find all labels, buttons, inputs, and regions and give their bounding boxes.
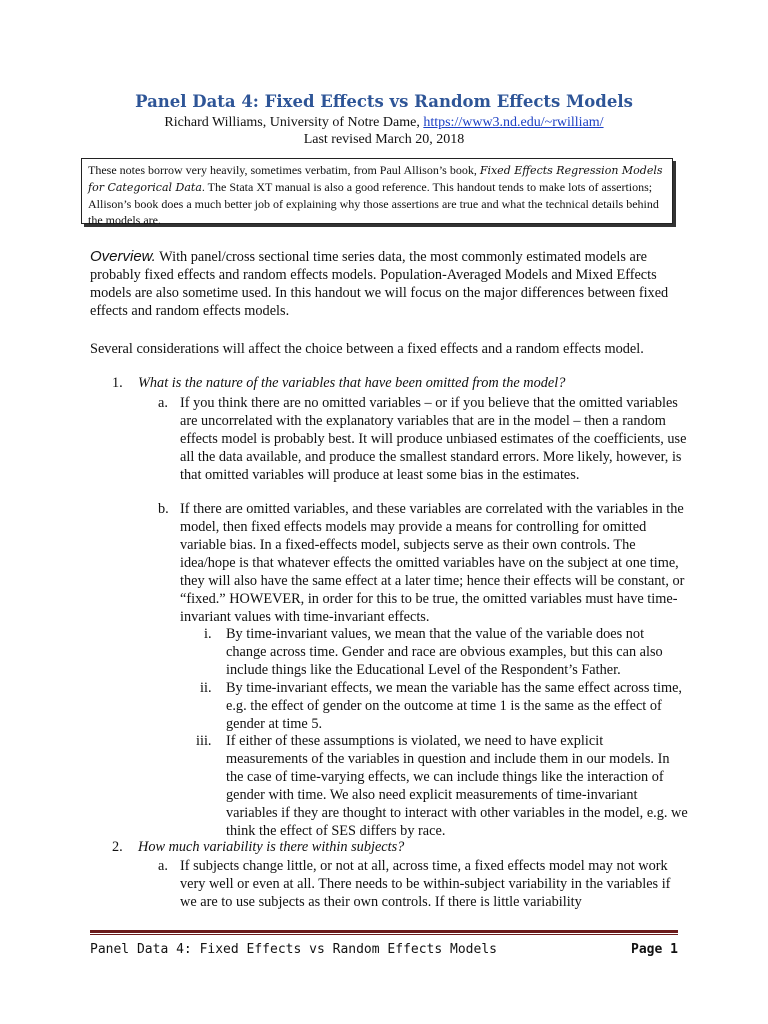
revision-date: Last revised March 20, 2018: [303, 132, 465, 147]
list-marker: ii.: [200, 680, 212, 696]
list-item-1b: [158, 500, 688, 626]
book-title: Fixed Effects Regression Models for Categorical Data: [88, 164, 663, 194]
footer-divider-thin: [90, 934, 678, 935]
considerations-paragraph: Several considerations will affect the choice between a fixed effects and a random effects model.: [90, 341, 644, 357]
note-text-1: These notes borrow very heavily, sometimes verbatim, from Paul Allison’s book,: [88, 163, 480, 177]
list-marker: i.: [204, 626, 212, 642]
question-1: [112, 374, 698, 392]
list-item-text: If subjects change little, or not at all, across time, a fixed effects model may not work very well or even at all. There needs to be within-subject variability in the variables if we are to use subjects as their own controls. If there is little variability: [180, 858, 671, 910]
list-item-text: If you think there are no omitted variables – or if you believe that the omitted variables are uncorrelated with the explanatory variables that are in the model – then a random effects model is probably best. It will produce unbiased estimates of the coefficients, use all the data available, and produce the smallest standard errors. More likely, however, is that omitted variables will produce at least some bias in the estimates.: [180, 395, 687, 483]
list-item-text: If either of these assumptions is violated, we need to have explicit measurements of the variables in question and include them in our models. In the case of time-varying effects, we can include things like the interaction of gender with time. We also need explicit measurements of time-invariant variables if they are thought to interact with other variables in the model, e.g. we think the effect of SES differs by race.: [226, 733, 688, 839]
list-marker: a.: [158, 395, 168, 411]
list-item-text: By time-invariant effects, we mean the variable has the same effect across time, e.g. the effect of gender on the outcome at time 1 is the same as the effect of gender at time 5.: [226, 680, 682, 732]
author-text: Richard Williams, University of Notre Dame,: [164, 115, 424, 130]
page-number: Page 1: [631, 942, 678, 957]
list-marker: 1.: [112, 375, 123, 391]
question-2: [112, 838, 698, 856]
footer-divider: [90, 930, 678, 933]
list-marker: a.: [158, 858, 168, 874]
list-item-1a: [158, 394, 688, 484]
list-item-text: What is the nature of the variables that have been omitted from the model?: [138, 375, 566, 391]
list-marker: iii.: [196, 733, 212, 749]
overview-paragraph: [90, 248, 690, 320]
author-line: [0, 114, 768, 131]
document-title: Panel Data 4: Fixed Effects vs Random Effects Models: [135, 92, 633, 111]
list-item-1b-iii: [196, 732, 688, 840]
footer-title: Panel Data 4: Fixed Effects vs Random Effects Models: [90, 942, 497, 957]
list-item-text: How much variability is there within subjects?: [138, 839, 405, 855]
list-item-2a: [158, 857, 688, 911]
list-item-text: By time-invariant values, we mean that the value of the variable does not change across time. Gender and race are obvious examples, but this can also include things like the Educational Level of the Respondent’s Father.: [226, 626, 663, 678]
list-item-1b-ii: [200, 679, 688, 733]
list-item-text: If there are omitted variables, and these variables are correlated with the variables in the model, then fixed effects models may provide a means for controlling for omitted variable bias. In a fixed-effects model, subjects serve as their own controls. The idea/hope is that whatever effects the omitted variables have on the subject at one time, they will also have the same effect at a later time; hence their effects will be constant, or “fixed.” HOWEVER, in order for this to be true, the omitted variables must have time-invariant values with time-invariant effects.: [180, 501, 685, 625]
overview-lead: Overview.: [90, 248, 156, 265]
attribution-note-box: [81, 158, 673, 227]
list-marker: 2.: [112, 839, 123, 855]
list-marker: b.: [158, 501, 169, 517]
author-url-link[interactable]: https://www3.nd.edu/~rwilliam/: [423, 115, 604, 130]
note-text-2: . The Stata XT manual is also a good reference. This handout tends to make lots of assertions; Allison’s book does a much better job of explaining why those assertions are true and what the technical details behind the models are.: [88, 180, 659, 227]
overview-text: With panel/cross sectional time series data, the most commonly estimated models are probably fixed effects and random effects models. Population-Averaged Models and Mixed Effects models are also sometime used. In this handout we will focus on the major differences between fixed effects and random effects models.: [90, 249, 669, 319]
list-item-1b-i: [204, 625, 688, 679]
